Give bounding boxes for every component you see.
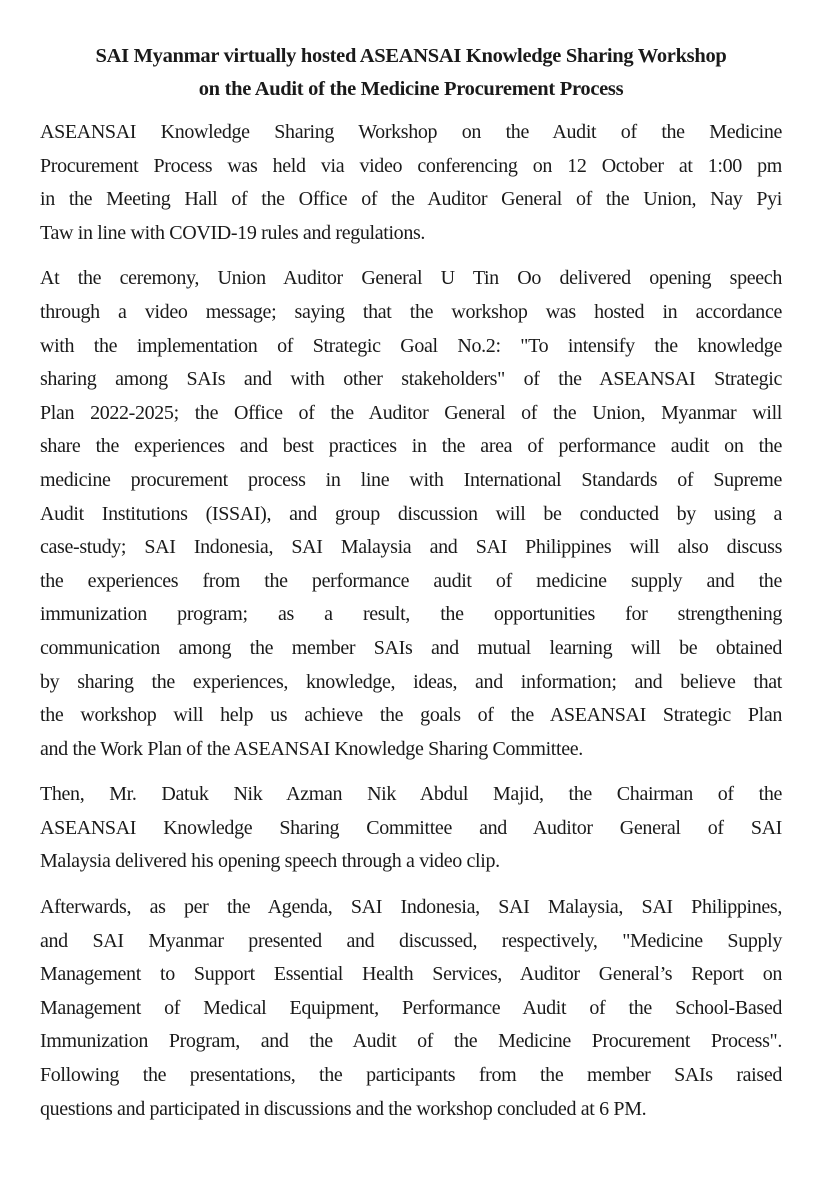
text-line: Management of Medical Equipment, Performance Audit of the School-Based xyxy=(40,996,782,1019)
paragraph-1 xyxy=(40,116,782,250)
text-line: Plan 2022-2025; the Office of the Auditor General of the Union, Myanmar will xyxy=(40,401,782,424)
text-line: Audit Institutions (ISSAI), and group discussion will be conducted by using a xyxy=(40,502,782,525)
text-line: sharing among SAIs and with other stakeholders" of the ASEANSAI Strategic xyxy=(40,368,782,391)
text-line: share the experiences and best practices in the area of performance audit on the xyxy=(40,435,782,458)
text-line: Following the presentations, the participants from the member SAIs raised xyxy=(40,1064,782,1087)
text-line: medicine procurement process in line with International Standards of Supreme xyxy=(40,468,782,491)
text-line: communication among the member SAIs and mutual learning will be obtained xyxy=(40,636,782,659)
text-line: through a video message; saying that the workshop was hosted in accordance xyxy=(40,300,782,323)
paragraph-4 xyxy=(40,891,782,1126)
document-title xyxy=(40,40,782,106)
paragraph-2 xyxy=(40,262,782,766)
text-line: Malaysia delivered his opening speech through a video clip. xyxy=(40,850,500,873)
text-line: and the Work Plan of the ASEANSAI Knowledge Sharing Committee. xyxy=(40,737,583,760)
title-line: SAI Myanmar virtually hosted ASEANSAI Knowledge Sharing Workshop xyxy=(95,45,727,67)
text-line: in the Meeting Hall of the Office of the Auditor General of the Union, Nay Pyi xyxy=(40,188,782,211)
text-line: case-study; SAI Indonesia, SAI Malaysia and SAI Philippines will also discuss xyxy=(40,536,782,559)
text-line: with the implementation of Strategic Goal No.2: "To intensify the knowledge xyxy=(40,334,782,357)
document-page xyxy=(40,40,782,1126)
text-line: Then, Mr. Datuk Nik Azman Nik Abdul Majid, the Chairman of the xyxy=(40,783,782,806)
text-line: At the ceremony, Union Auditor General U Tin Oo delivered opening speech xyxy=(40,267,782,290)
text-line: immunization program; as a result, the opportunities for strengthening xyxy=(40,603,782,626)
text-line: the experiences from the performance audit of medicine supply and the xyxy=(40,569,782,592)
paragraph-3 xyxy=(40,778,782,879)
text-line: questions and participated in discussions and the workshop concluded at 6 PM. xyxy=(40,1097,647,1120)
text-line: Immunization Program, and the Audit of the Medicine Procurement Process". xyxy=(40,1030,782,1053)
title-line: on the Audit of the Medicine Procurement Process xyxy=(198,78,624,100)
text-line: Taw in line with COVID-19 rules and regulations. xyxy=(40,221,426,244)
text-line: and SAI Myanmar presented and discussed, respectively, "Medicine Supply xyxy=(40,929,782,952)
text-line: by sharing the experiences, knowledge, ideas, and information; and believe that xyxy=(40,670,782,693)
text-line: ASEANSAI Knowledge Sharing Committee and Auditor General of SAI xyxy=(40,816,782,839)
text-line: ASEANSAI Knowledge Sharing Workshop on the Audit of the Medicine xyxy=(40,121,782,143)
text-line: the workshop will help us achieve the goals of the ASEANSAI Strategic Plan xyxy=(40,704,782,727)
text-line: Afterwards, as per the Agenda, SAI Indonesia, SAI Malaysia, SAI Philippines, xyxy=(40,896,782,919)
text-line: Management to Support Essential Health Services, Auditor General’s Report on xyxy=(40,963,782,986)
text-line: Procurement Process was held via video conferencing on 12 October at 1:00 pm xyxy=(40,154,782,177)
